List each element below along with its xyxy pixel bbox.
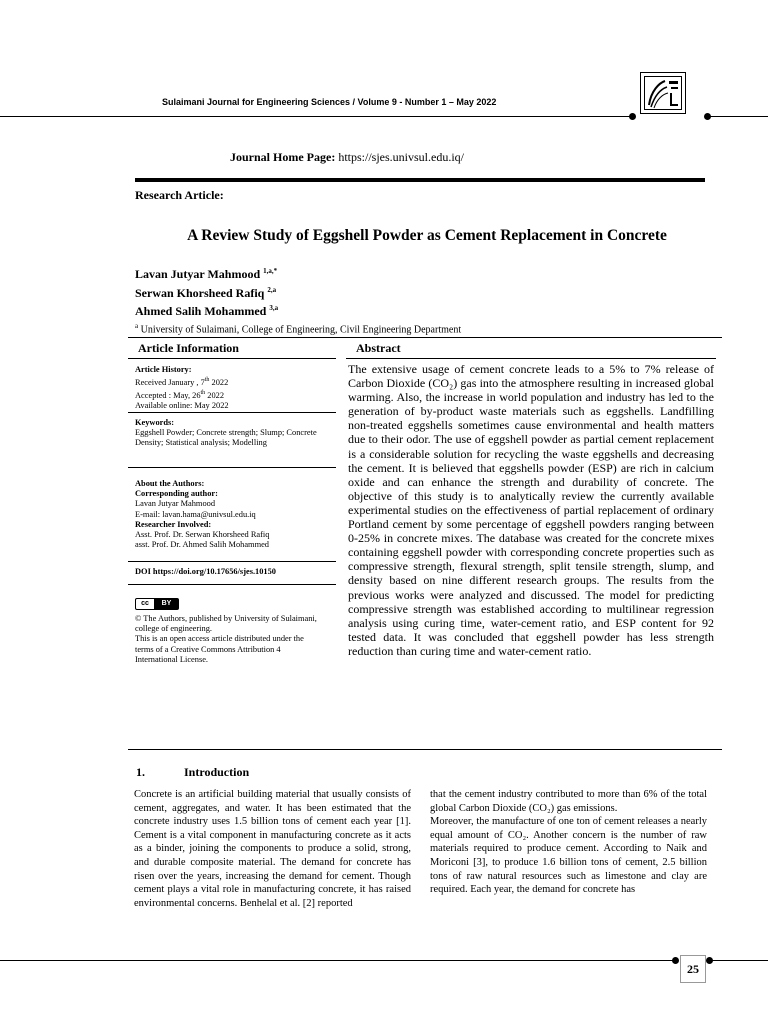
homepage-link[interactable]: https://sjes.univsul.edu.iq/ xyxy=(338,150,464,164)
footer-rule-dot-left xyxy=(672,957,679,964)
doi-rule xyxy=(128,584,336,585)
author: Lavan Jutyar Mahmood $^{1,a,*}$ xyxy=(135,267,278,281)
article-title: A Review Study of Eggshell Powder as Cement Replacement in Concrete xyxy=(187,227,667,244)
article-type: Research Article: xyxy=(135,188,224,202)
keywords-rule xyxy=(128,467,336,468)
info-heading-rule xyxy=(128,358,336,359)
section-heading: Introduction xyxy=(184,765,250,779)
footer-rule-right xyxy=(710,960,768,961)
paragraph: Moreover, the manufacture of one ton of cement releases a nearly equal amount of CO₂. Another concern is the number of raw materials required to produce cement. According to Naik and Moriconi [3], to produce 1.6 billion tons of cement, 2.5 billion tons of raw natural resources such as limestone and clay are required. Each year, the demand for concrete has xyxy=(430,816,707,896)
doi[interactable]: DOI https://doi.org/10.17656/sjes.10150 xyxy=(135,567,276,576)
homepage-label: Journal Home Page: xyxy=(230,150,336,164)
author-list xyxy=(135,264,278,320)
authors-rule xyxy=(128,561,336,562)
keywords: Keywords: Eggshell Powder; Concrete strength; Slump; Concrete Density; Statistical analysis; Modelling xyxy=(135,418,317,448)
journal-homepage xyxy=(230,150,464,165)
cc-icon: cc xyxy=(136,599,155,609)
affiliation: $^a$ University of Sulaimani, College of Engineering, Civil Engineering Department xyxy=(135,322,462,336)
journal-logo xyxy=(640,72,686,114)
info-top-rule xyxy=(128,337,722,338)
abstract-text: The extensive usage of cement concrete leads to a 5% to 7% release of Carbon Dioxide (CO₂) gas into the atmosphere resulting in increased global warming. Also, the increase in world population and industry has led to the generation of by-product waste materials such as eggshells. Landfilling non-treated eggshells sometimes cause environmental and health matters due to their odor. The use of eggshell powder as partial cement replacement is a considerable solution for recycling the waste eggshells and decreasing the cement. It is believed that eggshells powder (ESP) are rich in calcium oxide and can enhance the strength and durability of concrete. The objective of this study is to analytically review the currently available experimental studies on the effectiveness of partial replacement of ordinary Portland cement by some percentage of eggshell powders ranging between 0-25% in concrete mixes. The database was created for the concrete mixes containing eggshell powder with corresponding concrete properties such as compressive strength, flexural strength, split tensile strength, slump, and density based on nine different research groups. The results from the previous works were analyzed and discussed. The model for predicting compressive strength was established according to multilinear regression analysis using curing time, water-cement ratio, and ESP content for 92 tested data. It was concluded that eggshell powder has less strength reduction than curing time and water-cement ratio. xyxy=(348,362,714,658)
section-number: 1. xyxy=(136,765,145,779)
page-number: 25 xyxy=(680,955,706,983)
author: Serwan Khorsheed Rafiq $^{2,a}$ xyxy=(135,285,277,300)
article-info-heading: Article Information xyxy=(138,341,239,355)
cc-by-badge[interactable] xyxy=(135,598,179,610)
footer-rule xyxy=(0,960,676,961)
license-text: © The Authors, published by University of Sulaimani, college of engineering. This is an open access article distributed under the terms of a Creative Commons Attribution 4 International License. xyxy=(135,614,317,664)
intro-left-column: Concrete is an artificial building material that usually consists of cement, aggregates, and water. It has been estimated that the concrete industry uses 1.5 billion tons of cement each year [1]. Cement is a vital component in manufacturing concrete as it acts as a binder, joining the components to produce a solid, strong, and durable composite material. The demand for concrete has risen over the years, increasing the demand for cement. Though cement plays a vital role in manufacturing concrete, it has raised environmental concerns. Benhelal et al. [2] reported xyxy=(134,789,411,909)
journal-header: Sulaimani Journal for Engineering Sciences / Volume 9 - Number 1 – May 2022 xyxy=(162,97,497,107)
abstract-heading: Abstract xyxy=(356,341,401,355)
abstract-bottom-rule xyxy=(128,749,722,750)
logo-icon xyxy=(645,77,683,111)
by-icon: BY xyxy=(155,599,178,609)
header-rule-dot-left xyxy=(629,113,636,120)
intro-right-column xyxy=(430,788,707,897)
paragraph: that the cement industry contributed to more than 6% of the total global Carbon Dioxide (CO₂) gas emissions. xyxy=(430,789,707,814)
history-rule xyxy=(128,412,336,413)
article-history: Article History: Received January , 7th 2022 Accepted : May, 26th 2022 Available online: May 2022 xyxy=(135,365,229,411)
about-authors: About the Authors: Corresponding author: Lavan Jutyar Mahmood E-mail: lavan.hama@univsul.edu.iq Researcher Involved: Asst. Prof. Dr. Serwan Khorsheed Rafiq asst. Prof. Dr. Ahmed Salih Mohammed xyxy=(135,479,270,550)
header-rule-right xyxy=(708,116,768,117)
abstract-heading-rule xyxy=(346,358,716,359)
title-thick-rule xyxy=(135,178,705,182)
author: Ahmed Salih Mohammed $^{3,a}$ xyxy=(135,304,279,318)
header-rule xyxy=(0,116,632,117)
